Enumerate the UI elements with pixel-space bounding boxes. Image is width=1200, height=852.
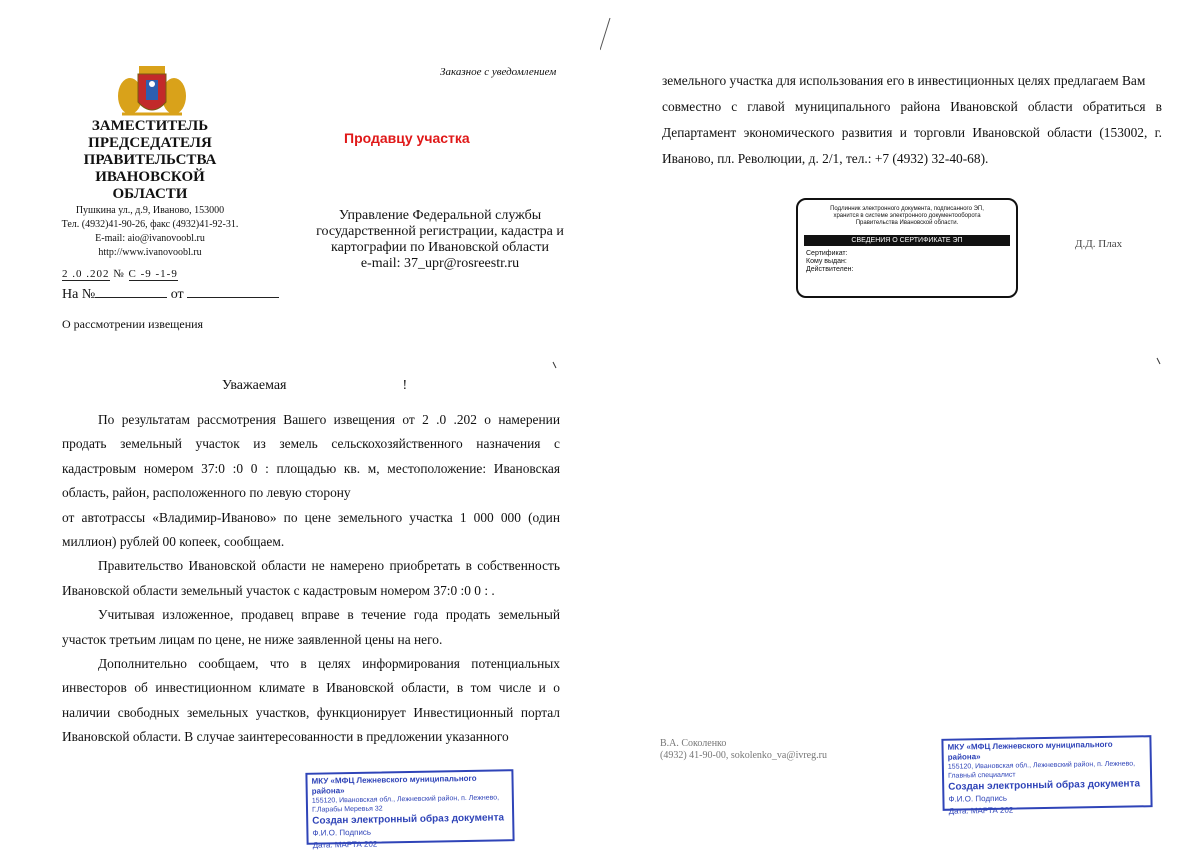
registration-date: 2 .0 .202	[62, 268, 110, 280]
signer-name: Д.Д. Плах	[1075, 238, 1123, 250]
esign-note-line: Подлинник электронного документа, подписанного ЭП,	[830, 206, 984, 212]
esign-note-line: хранится в системе электронного документооборота	[833, 213, 981, 219]
issuer-title-line: ИВАНОВСКОЙ ОБЛАСТИ	[95, 169, 205, 202]
body-paragraph: совместно с главой муниципального района Ивановской области обратиться в Департамент экономического развития и торговли Ивановской области (153002, г. Иваново, пл. Революции, д. 2/1, тел.: +7 (4932) 32-40-68).	[662, 99, 1162, 166]
issuer-title-line: ПРАВИТЕЛЬСТВА	[83, 152, 217, 168]
issuer-phone: Тел. (4932)41-90-26, факс (4932)41-92-31.	[61, 219, 239, 230]
scan-marks	[0, 0, 600, 849]
body-paragraph: от автотрассы «Владимир-Иваново» по цене земельного участка 1 000 000 (один миллион) рублей 00 копеек, сообщаем.	[62, 509, 560, 550]
issuer-title-line: ЗАМЕСТИТЕЛЬ	[91, 118, 209, 134]
registration-number: С -9 -1-9	[128, 268, 178, 280]
issuer-website: http://www.ivanovoobl.ru	[98, 247, 202, 258]
registered-mail-note: Заказное с уведомлением	[440, 66, 557, 78]
issuer-address: Пушкина ул., д.9, Иваново, 153000	[75, 205, 225, 216]
stamp-address: 155120, Ивановская обл., Лежневский район, п. Лежнево,	[947, 760, 1136, 771]
to-seller-heading: Продавцу участка	[344, 130, 470, 146]
salutation-word: Уважаемая	[222, 378, 287, 393]
letter-page-1	[0, 0, 600, 849]
esign-certificate-label: Сертификат:	[806, 250, 848, 257]
body-paragraph: По результатам рассмотрения Вашего извещения от 2 .0 .202 о намерении продать земельный участок из земель сельскохозяйственного назначения с кадастровым номером 37:0 :0 0 : площадью кв. м, местоположение: Ивановская область, район, расположенного по левую сторону	[62, 412, 560, 501]
esign-valid-label: Действителен:	[806, 266, 854, 273]
stamp-org-name: МКУ «МФЦ Лежневского муниципального района»	[311, 773, 477, 796]
body-paragraph: Правительство Ивановской области не намерено приобретать в собственность Ивановской области земельный участок с кадастровым номером 37:0 :0 0 : .	[62, 558, 560, 598]
body-paragraph: Учитывая изложенное, продавец вправе в течение года продать земельный участок третьим лицам по цене, не ниже заявленной цены на него.	[62, 607, 560, 647]
stamp-position: Г.Ларабы Меревья 32	[311, 805, 383, 814]
esign-issued-to-label: Кому выдан:	[806, 258, 847, 265]
stamp-address: 155120, Ивановская обл., Лежневский район, п. Лежнево,	[311, 794, 500, 805]
stamp-fio-signature: Ф.И.О. Подпись	[312, 827, 372, 838]
scan-marks	[600, 0, 1200, 849]
recipient-line: картографии по Ивановской области	[331, 240, 549, 255]
letter-page-2	[600, 0, 1200, 849]
body-paragraph: земельного участка для использования его в инвестиционных целях предлагаем Вам	[662, 73, 1146, 88]
esign-note-line: Правительства Ивановской области.	[855, 220, 959, 226]
recipient-line: государственной регистрации, кадастра и	[316, 224, 564, 239]
stamp-fio-signature: Ф.И.О. Подпись	[948, 793, 1008, 804]
stamp-org-name: МКУ «МФЦ Лежневского муниципального района»	[947, 739, 1113, 762]
stamp-date: Дата: МАРТА 202	[312, 839, 378, 850]
reference-na-label: На №	[62, 287, 96, 302]
stamp-caption: Создан электронный образ документа	[948, 778, 1141, 793]
body-paragraph: Дополнительно сообщаем, что в целях информирования потенциальных инвесторов об инвестиционном климате в Ивановской области, в том числе и о наличии свободных земельных участков, функционирует Инвестиционный портал Ивановской области. В случае заинтересованности в предложении указанного	[62, 656, 560, 745]
issuer-title-line: ПРЕДСЕДАТЕЛЯ	[88, 135, 212, 151]
stamp-date: Дата: МАРТА 202	[948, 805, 1014, 816]
reference-ot-label: от	[170, 287, 184, 302]
subject-line: О рассмотрении извещения	[62, 317, 204, 331]
recipient-email: e-mail: 37_upr@rosreestr.ru	[360, 256, 520, 271]
stamp-caption: Создан электронный образ документа	[312, 812, 505, 827]
executor-name: В.А. Соколенко	[660, 738, 727, 749]
issuer-email: E-mail: aio@ivanovoobl.ru	[95, 233, 205, 244]
esign-header: СВЕДЕНИЯ О СЕРТИФИКАТЕ ЭП	[804, 235, 1010, 246]
executor-contacts: (4932) 41-90-00, sokolenko_va@ivreg.ru	[660, 750, 827, 761]
recipient-line: Управление Федеральной службы	[338, 208, 542, 223]
registration-no-label: №	[113, 268, 125, 280]
stamp-position: Главный специалист	[947, 771, 1016, 780]
salutation-exclamation: !	[402, 378, 408, 393]
